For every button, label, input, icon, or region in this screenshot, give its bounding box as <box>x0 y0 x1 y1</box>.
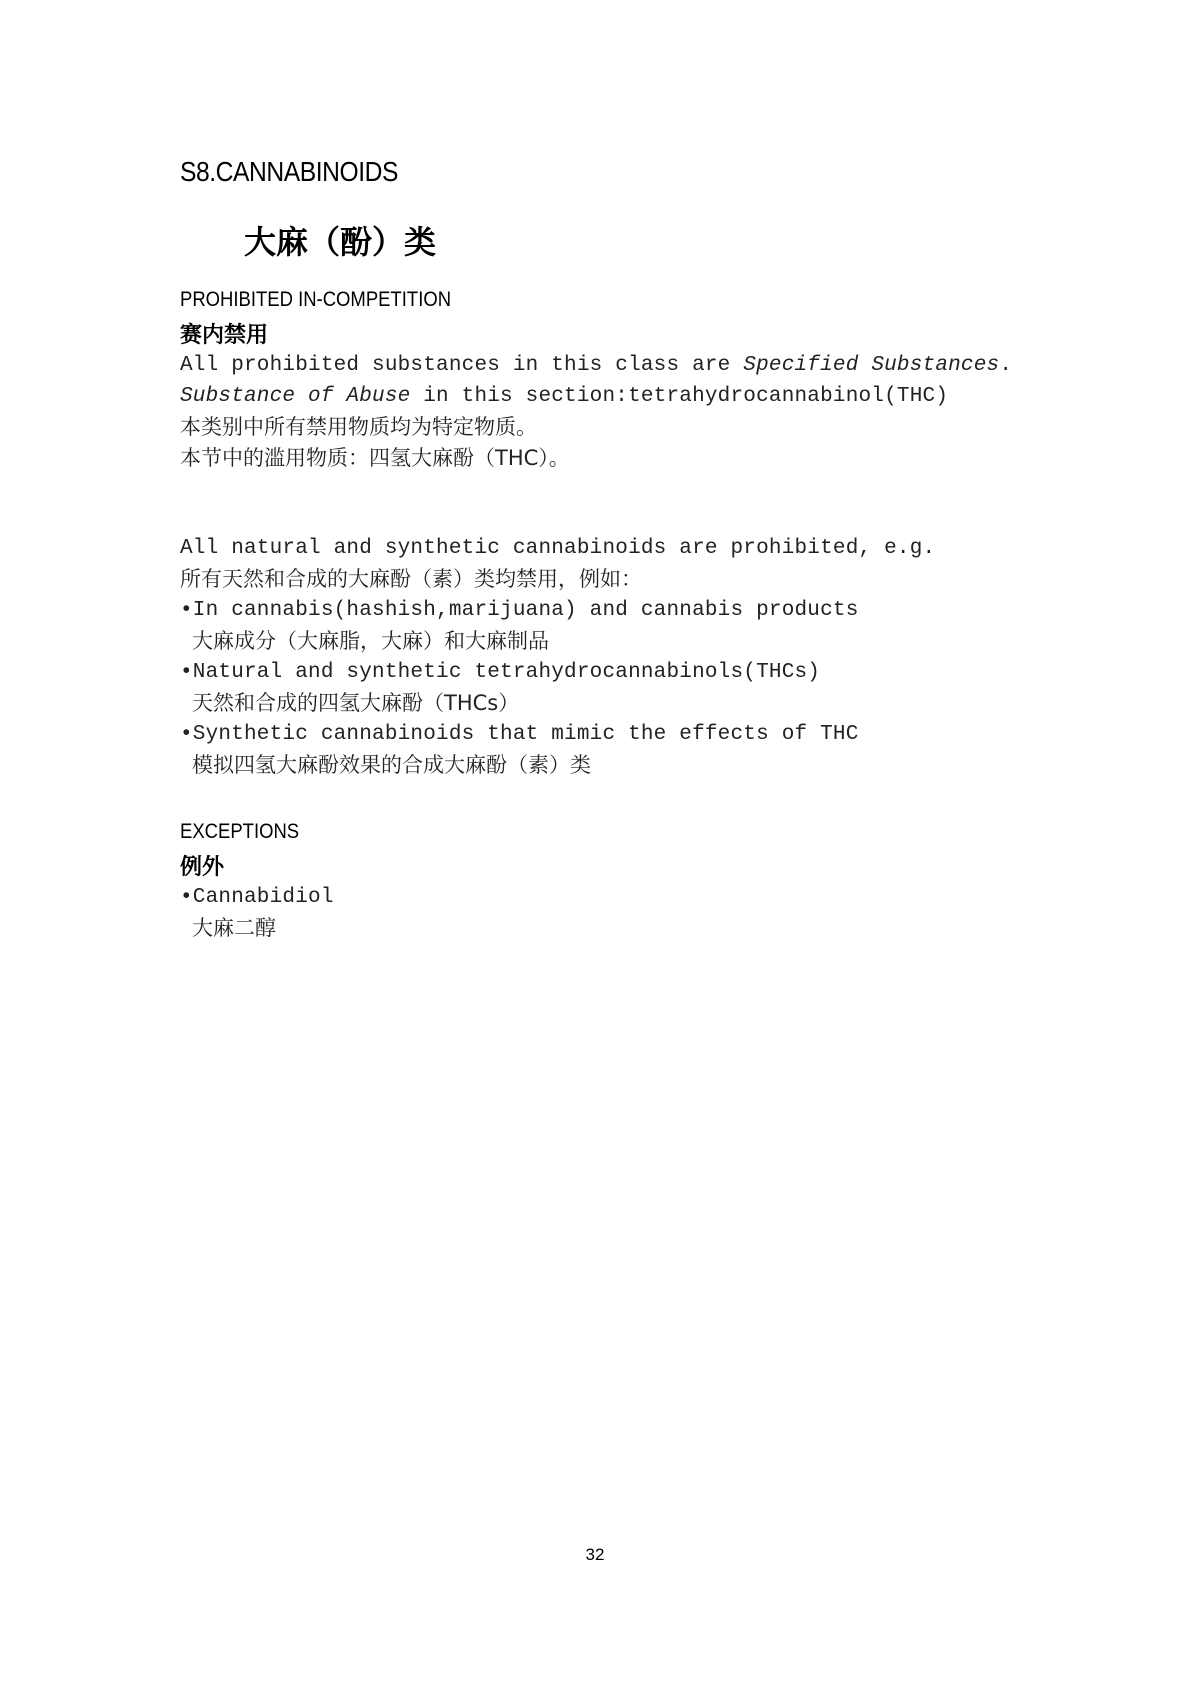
specified-substances-suffix: . <box>999 354 1013 377</box>
list-item-english: •In cannabis(hashish,marijuana) and cannabis products <box>180 599 859 622</box>
substance-of-abuse-line <box>180 381 1012 412</box>
cannabinoids-section <box>180 533 935 781</box>
list-item-chinese: 天然和合成的四氢大麻酚（THCs） <box>192 691 520 715</box>
list-item-chinese: 大麻二醇 <box>192 916 276 940</box>
exceptions-heading: EXCEPTIONS <box>180 820 300 843</box>
cannabinoids-intro-chinese: 所有天然和合成的大麻酚（素）类均禁用，例如： <box>180 567 642 591</box>
list-item <box>180 657 935 719</box>
section-title: S8.CANNABINOIDS <box>180 156 398 187</box>
list-item-english: •Synthetic cannabinoids that mimic the effects of THC <box>180 723 859 746</box>
specified-substances-term: Specified Substances <box>743 354 1000 377</box>
section-title-chinese: 大麻（酚）类 <box>244 223 437 261</box>
list-item-chinese: 大麻成分（大麻脂，大麻）和大麻制品 <box>192 629 549 653</box>
list-item <box>180 719 935 781</box>
specified-substances-chinese: 本类别中所有禁用物质均为特定物质。 <box>180 415 537 439</box>
list-item <box>180 595 935 657</box>
list-item <box>180 882 334 944</box>
list-item-english: •Natural and synthetic tetrahydrocannabinols(THCs) <box>180 661 821 684</box>
page-number: 32 <box>585 1545 605 1564</box>
specified-substances-prefix: All prohibited substances in this class are <box>180 354 744 377</box>
list-item-english: •Cannabidiol <box>180 886 334 909</box>
substance-of-abuse-term: Substance of Abuse <box>180 385 411 408</box>
specified-substances-line <box>180 350 1012 381</box>
exceptions-heading-chinese: 例外 <box>180 855 225 880</box>
substance-of-abuse-suffix: in this section:tetrahydrocannabinol(THC) <box>410 385 949 408</box>
prohibited-heading: PROHIBITED IN-COMPETITION <box>180 288 452 311</box>
substance-of-abuse-chinese: 本节中的滥用物质：四氢大麻酚（THC）。 <box>180 446 570 470</box>
prohibited-section <box>180 288 1012 474</box>
exceptions-section <box>180 820 334 944</box>
prohibited-heading-chinese: 赛内禁用 <box>180 323 269 348</box>
cannabinoids-intro: All natural and synthetic cannabinoids are prohibited, e.g. <box>180 537 936 560</box>
list-item-chinese: 模拟四氢大麻酚效果的合成大麻酚（素）类 <box>192 753 591 777</box>
